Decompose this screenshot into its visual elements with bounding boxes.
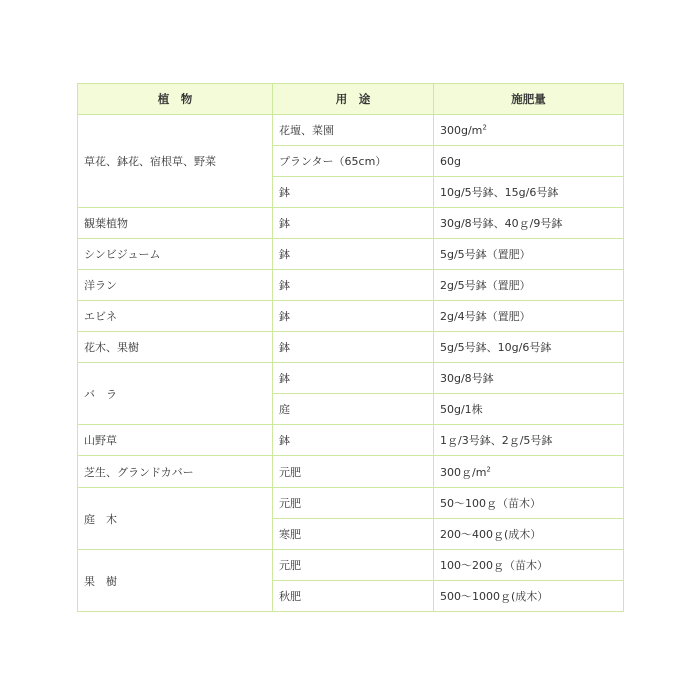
plant-cell: 花木、果樹 <box>78 332 273 363</box>
table-row <box>78 425 624 456</box>
use-cell: 寒肥 <box>273 519 434 550</box>
table-row <box>78 301 624 332</box>
use-cell: 庭 <box>273 394 434 425</box>
amount-cell: 100〜200ｇ（苗木） <box>434 550 624 581</box>
amount-value: 300g/m <box>440 123 483 137</box>
use-cell: 元肥 <box>273 488 434 519</box>
header-amount: 施肥量 <box>434 84 624 115</box>
header-plant: 植 物 <box>78 84 273 115</box>
use-cell: 元肥 <box>273 456 434 488</box>
plant-cell: 芝生、グランドカバー <box>78 456 273 488</box>
amount-cell: 50〜100ｇ（苗木） <box>434 488 624 519</box>
table-row <box>78 456 624 488</box>
use-cell: 秋肥 <box>273 581 434 612</box>
amount-cell: 200〜400ｇ(成木） <box>434 519 624 550</box>
amount-superscript: 2 <box>482 122 487 131</box>
plant-cell: 山野草 <box>78 425 273 456</box>
amount-cell: 2g/5号鉢（置肥） <box>434 270 624 301</box>
table-row <box>78 270 624 301</box>
table-row <box>78 332 624 363</box>
amount-value: 300ｇ/m <box>440 465 487 479</box>
table-header <box>78 84 624 115</box>
use-cell: 元肥 <box>273 550 434 581</box>
use-cell: 花壇、菜園 <box>273 115 434 146</box>
plant-cell: バ ラ <box>78 363 273 425</box>
amount-cell: 5g/5号鉢、10g/6号鉢 <box>434 332 624 363</box>
amount-cell: 30g/8号鉢、40ｇ/9号鉢 <box>434 208 624 239</box>
plant-cell: 果 樹 <box>78 550 273 612</box>
table-row <box>78 363 624 394</box>
plant-cell: 洋ラン <box>78 270 273 301</box>
use-cell: プランター（65cm） <box>273 146 434 177</box>
use-cell: 鉢 <box>273 177 434 208</box>
table-body <box>78 115 624 612</box>
amount-superscript: 2 <box>486 464 491 473</box>
amount-cell: 2g/4号鉢（置肥） <box>434 301 624 332</box>
use-cell: 鉢 <box>273 270 434 301</box>
table-row <box>78 488 624 519</box>
amount-cell: 60g <box>434 146 624 177</box>
header-use: 用 途 <box>273 84 434 115</box>
amount-cell: 5g/5号鉢（置肥） <box>434 239 624 270</box>
use-cell: 鉢 <box>273 363 434 394</box>
fertilizer-table <box>77 83 624 612</box>
amount-cell <box>434 456 624 488</box>
use-cell: 鉢 <box>273 239 434 270</box>
table-row <box>78 239 624 270</box>
plant-cell: シンビジューム <box>78 239 273 270</box>
plant-cell: 観葉植物 <box>78 208 273 239</box>
amount-cell: 500〜1000ｇ(成木） <box>434 581 624 612</box>
table-row <box>78 550 624 581</box>
amount-cell: 10g/5号鉢、15g/6号鉢 <box>434 177 624 208</box>
plant-cell: 草花、鉢花、宿根草、野菜 <box>78 115 273 208</box>
amount-cell: 30g/8号鉢 <box>434 363 624 394</box>
use-cell: 鉢 <box>273 425 434 456</box>
header-row <box>78 84 624 115</box>
plant-cell: 庭 木 <box>78 488 273 550</box>
table-row <box>78 208 624 239</box>
amount-cell: 1ｇ/3号鉢、2ｇ/5号鉢 <box>434 425 624 456</box>
amount-cell: 50g/1株 <box>434 394 624 425</box>
use-cell: 鉢 <box>273 332 434 363</box>
plant-cell: エビネ <box>78 301 273 332</box>
amount-cell <box>434 115 624 146</box>
table-row <box>78 115 624 146</box>
use-cell: 鉢 <box>273 208 434 239</box>
use-cell: 鉢 <box>273 301 434 332</box>
